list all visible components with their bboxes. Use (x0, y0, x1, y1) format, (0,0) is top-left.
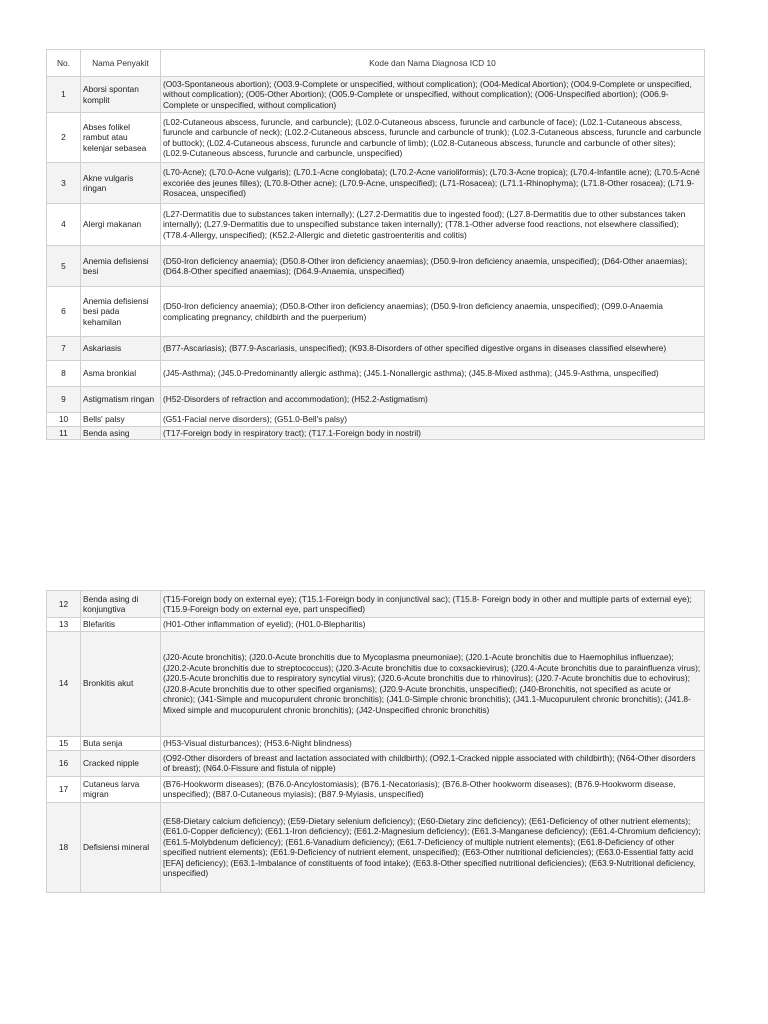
table-header-row (47, 50, 705, 77)
table-row (47, 361, 705, 387)
row-number: 5 (47, 246, 81, 287)
icd-codes: (O92-Other disorders of breast and lactation associated with childbirth); (O92.1-Cracked nipple associated with childbirth); (N64-Other disorders of breast); (N64.0-Fissure and fistula of nipple) (161, 750, 705, 776)
icd-codes: (O03-Spontaneous abortion); (O03.9-Complete or unspecified, without complication); (O04-Medical Abortion); (O04.9-Complete or unspecified, without complication); (O05-Other Abortion); (O05.9-Complete or unspecified, without complication); (O06-Unspecified abortion); (O06.9-Complete or unspecified, without complication) (161, 77, 705, 113)
row-number: 10 (47, 413, 81, 427)
disease-name: Blefaritis (81, 618, 161, 632)
disease-name: Bronkitis akut (81, 631, 161, 736)
table-row (47, 776, 705, 802)
disease-name: Defisiensi mineral (81, 802, 161, 892)
row-number: 13 (47, 618, 81, 632)
disease-name: Bells' palsy (81, 413, 161, 427)
header-icd-code: Kode dan Nama Diagnosa ICD 10 (161, 50, 705, 77)
table-row (47, 591, 705, 618)
icd-codes: (H01-Other inflammation of eyelid); (H01.0-Blepharitis) (161, 618, 705, 632)
row-number: 8 (47, 361, 81, 387)
row-number: 3 (47, 163, 81, 204)
disease-name: Anemia defisiensi besi pada kehamilan (81, 287, 161, 337)
icd-codes: (B76-Hookworm diseases); (B76.0-Ancylostomiasis); (B76.1-Necatoriasis); (B76.8-Other hookworm diseases); (B76.9-Hookworm disease, unspecified); (B87.0-Cutaneous myiasis); (B87.9-Myiasis, unspecified) (161, 776, 705, 802)
icd-codes: (J20-Acute bronchitis); (J20.0-Acute bronchitis due to Mycoplasma pneumoniae); (J20.1-Acute bronchitis due to Haemophilus influenzae); (J20.2-Acute bronchitis due to streptococcus); (J20.3-Acute bronchitis due to coxsackievirus); (J20.4-Acute bronchitis due to parainfluenza virus); (J20.5-Acute bronchitis due to respiratory syncytial virus); (J20.6-Acute bronchitis due to rhinovirus); (J20.7-Acute bronchitis due to echovirus); (J20.8-Acute bronchitis due to other specified organisms); (J20.9-Acute bronchitis, unspecified); (J40-Bronchitis, not specified as acute or chronic); (J41-Simple and mucopurulent chronic bronchitis); (J41.0-Simple chronic bronchitis); (J41.1-Mucopurulent chronic bronchitis); (J41.8-Mixed simple and mucopurulent chronic bronchitis); (J42-Unspecified chronic bronchitis) (161, 631, 705, 736)
icd-codes: (T15-Foreign body on external eye); (T15.1-Foreign body in conjunctival sac); (T15.8- Foreign body in other and multiple parts of external eye); (T15.9-Foreign body on external eye, part unspecified) (161, 591, 705, 618)
disease-name: Buta senja (81, 736, 161, 750)
table-row (47, 618, 705, 632)
disease-name: Anemia defisiensi besi (81, 246, 161, 287)
icd-codes: (B77-Ascariasis); (B77.9-Ascariasis, unspecified); (K93.8-Disorders of other specified digestive organs in diseases classified elsewhere) (161, 337, 705, 361)
table-row (47, 631, 705, 736)
row-number: 6 (47, 287, 81, 337)
table-row (47, 736, 705, 750)
table-row (47, 802, 705, 892)
disease-name: Benda asing (81, 426, 161, 440)
disease-name: Asma bronkial (81, 361, 161, 387)
table-row (47, 113, 705, 163)
disease-name: Benda asing di konjungtiva (81, 591, 161, 618)
disease-name: Alergi makanan (81, 204, 161, 246)
row-number: 14 (47, 631, 81, 736)
table-row (47, 387, 705, 413)
row-number: 18 (47, 802, 81, 892)
row-number: 9 (47, 387, 81, 413)
icd-codes: (E58-Dietary calcium deficiency); (E59-Dietary selenium deficiency); (E60-Dietary zinc deficiency); (E61-Deficiency of other nutrient elements); (E61.0-Copper deficiency); (E61.1-Iron deficiency); (E61.2-Magnesium deficiency); (E61.3-Manganese deficiency); (E61.4-Chromium deficiency); (E61.5-Molybdenum deficiency); (E61.6-Vanadium deficiency); (E61.7-Deficiency of multiple nutrient elements); (E61.8-Deficiency of other specified nutrient elements); (E61.9-Deficiency of nutrient element, unspecified); (E63-Other nutritional deficiencies); (E63.0-Essential fatty acid [EFA] deficiency); (E63.1-Imbalance of constituents of food intake); (E63.8-Other specified nutritional deficiencies); (E63.9-Nutritional deficiency, unspecified) (161, 802, 705, 892)
disease-name: Aborsi spontan komplit (81, 77, 161, 113)
row-number: 12 (47, 591, 81, 618)
table-row (47, 413, 705, 427)
table-row (47, 163, 705, 204)
icd-codes: (H52-Disorders of refraction and accommodation); (H52.2-Astigmatism) (161, 387, 705, 413)
table-row (47, 246, 705, 287)
table-row (47, 287, 705, 337)
disease-name: Akne vulgaris ringan (81, 163, 161, 204)
table-row (47, 337, 705, 361)
icd-codes: (G51-Facial nerve disorders); (G51.0-Bell's palsy) (161, 413, 705, 427)
row-number: 2 (47, 113, 81, 163)
row-number: 4 (47, 204, 81, 246)
icd-codes: (L27-Dermatitis due to substances taken internally); (L27.2-Dermatitis due to ingested food); (L27.8-Dermatitis due to other substances taken internally); (L27.9-Dermatitis due to unspecified substance taken internally); (T78.1-Other adverse food reactions, not elsewhere classified); (T78.4-Allergy, unspecified); (K52.2-Allergic and dietetic gastroenteritis and colitis) (161, 204, 705, 246)
row-number: 1 (47, 77, 81, 113)
header-no: No. (47, 50, 81, 77)
disease-name: Astigmatism ringan (81, 387, 161, 413)
table-row (47, 750, 705, 776)
row-number: 17 (47, 776, 81, 802)
table-row (47, 77, 705, 113)
row-number: 16 (47, 750, 81, 776)
disease-name: Cutaneus larva migran (81, 776, 161, 802)
header-disease-name: Nama Penyakit (81, 50, 161, 77)
icd-codes: (D50-Iron deficiency anaemia); (D50.8-Other iron deficiency anaemias); (D50.9-Iron deficiency anaemia, unspecified); (O99.0-Anaemia complicating pregnancy, childbirth and the puerperium) (161, 287, 705, 337)
disease-name: Cracked nipple (81, 750, 161, 776)
disease-name: Abses folikel rambut atau kelenjar sebasea (81, 113, 161, 163)
icd-codes: (L02-Cutaneous abscess, furuncle, and carbuncle); (L02.0-Cutaneous abscess, furuncle and carbuncle of face); (L02.1-Cutaneous abscess, furuncle and carbuncle of neck); (L02.2-Cutaneous abscess, furuncle and carbuncle of trunk); (L02.3-Cutaneous abscess, furuncle and carbuncle of buttock); (L02.4-Cutaneous abscess, furuncle and carbuncle of limb); (L02.8-Cutaneous abscess, furuncle and carbuncle of other sites); (L02.9-Cutaneous abscess, furuncle and carbuncle, unspecified) (161, 113, 705, 163)
icd-table-part-2 (46, 590, 705, 893)
icd-codes: (L70-Acne); (L70.0-Acne vulgaris); (L70.1-Acne conglobata); (L70.2-Acne varioliformis); (L70.3-Acne tropica); (L70.4-Infantile acne); (L70.5-Acné excoriée des jeunes filles); (L70.8-Other acne); (L70.9-Acne, unspecified); (L71-Rosacea); (L71.1-Rhinophyma); (L71.8-Other rosacea); (L71.9-Rosacea, unspecified) (161, 163, 705, 204)
table-row (47, 426, 705, 440)
row-number: 15 (47, 736, 81, 750)
icd-codes: (J45-Asthma); (J45.0-Predominantly allergic asthma); (J45.1-Nonallergic asthma); (J45.8-Mixed asthma); (J45.9-Asthma, unspecified) (161, 361, 705, 387)
icd-codes: (T17-Foreign body in respiratory tract); (T17.1-Foreign body in nostril) (161, 426, 705, 440)
row-number: 11 (47, 426, 81, 440)
icd-codes: (D50-Iron deficiency anaemia); (D50.8-Other iron deficiency anaemias); (D50.9-Iron deficiency anaemia, unspecified); (D64-Other anaemias); (D64.8-Other specified anaemias); (D64.9-Anaemia, unspecified) (161, 246, 705, 287)
row-number: 7 (47, 337, 81, 361)
table-row (47, 204, 705, 246)
icd-codes: (H53-Visual disturbances); (H53.6-Night blindness) (161, 736, 705, 750)
icd-table-part-1 (46, 49, 705, 440)
disease-name: Askariasis (81, 337, 161, 361)
